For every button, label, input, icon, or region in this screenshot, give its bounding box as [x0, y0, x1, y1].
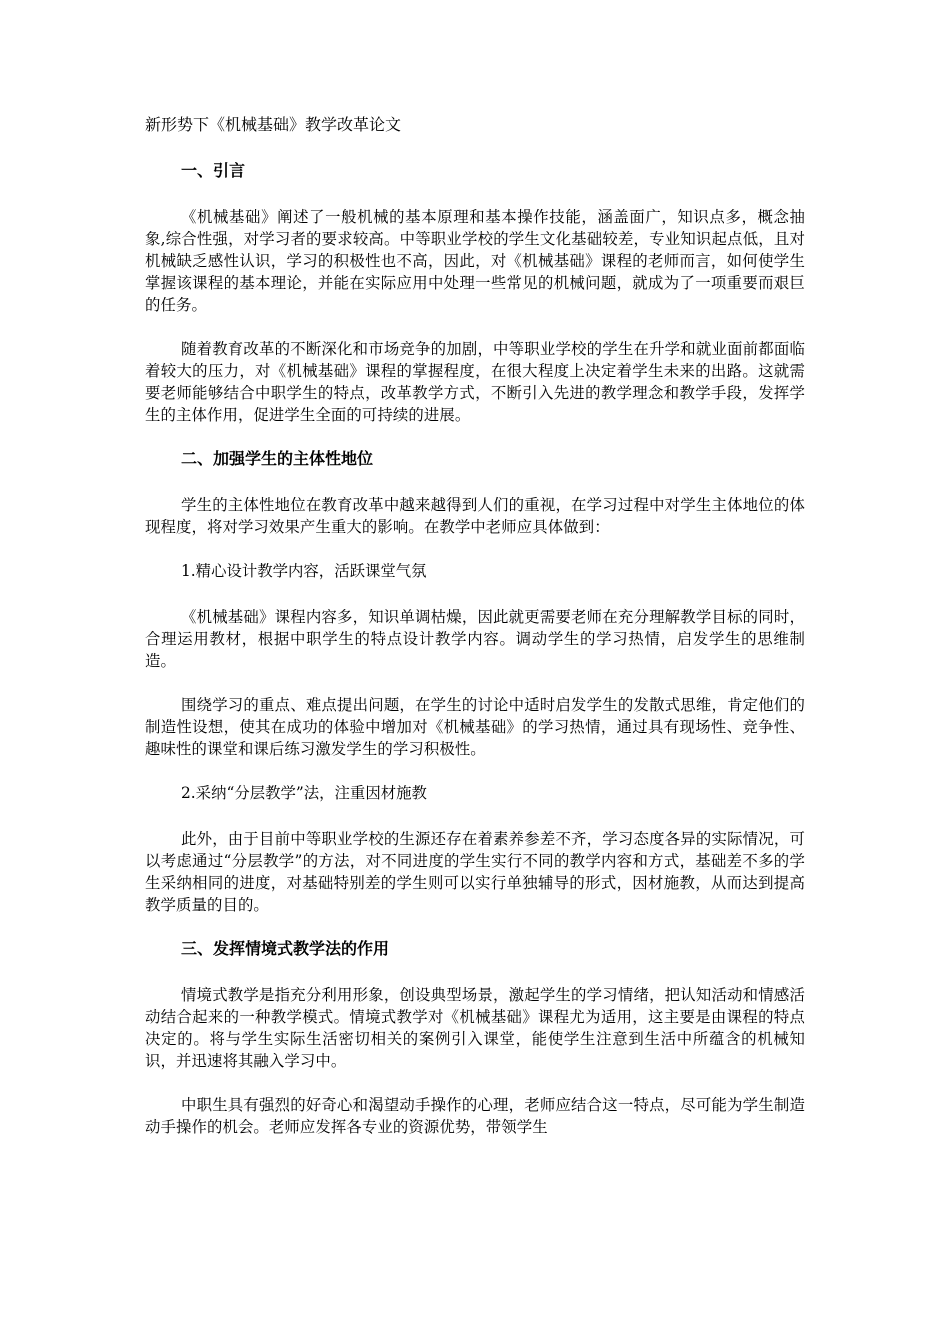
paragraph: 随着教育改革的不断深化和市场竞争的加剧，中等职业学校的学生在升学和就业面前都面临着较大的压力，对《机械基础》课程的掌握程度，在很大程度上决定着学生未来的出路。这就需要老师能够结合中职学生的特点，改革教学方式，不断引入先进的教学理念和教学手段，发挥学生的主体作用，促进学生全面的可持续的进展。 — [145, 340, 805, 424]
section-heading-student-subjectivity: 二、加强学生的主体性地位 — [181, 449, 374, 468]
section-heading-introduction: 一、引言 — [181, 161, 246, 180]
paragraph: 学生的主体性地位在教育改革中越来越得到人们的重视，在学习过程中对学生主体地位的体现程度，将对学习效果产生重大的影响。在教学中老师应具体做到： — [145, 496, 805, 536]
subsection-heading-teaching-content: 1.精心设计教学内容，活跃课堂气氛 — [181, 562, 427, 580]
paragraph: 此外，由于目前中等职业学校的生源还存在着素养参差不齐，学习态度各异的实际情况，可以考虑通过“分层教学”的方法，对不同进度的学生实行不同的教学内容和方式，基础差不多的学生采纳相同的进度，对基础特别差的学生则可以实行单独辅导的形式，因材施教，从而达到提高教学质量的目的。 — [145, 830, 805, 914]
paragraph: 中职生具有强烈的好奇心和渴望动手操作的心理，老师应结合这一特点，尽可能为学生制造动手操作的机会。老师应发挥各专业的资源优势，带领学生 — [145, 1096, 805, 1136]
paragraph: 情境式教学是指充分利用形象，创设典型场景，激起学生的学习情绪，把认知活动和情感活动结合起来的一种教学模式。情境式教学对《机械基础》课程尤为适用，这主要是由课程的特点决定的。将与学生实际生活密切相关的案例引入课堂，能使学生注意到生活中所蕴含的机械知识，并迅速将其融入学习中。 — [145, 986, 805, 1070]
section-heading-situational-teaching: 三、发挥情境式教学法的作用 — [181, 939, 390, 958]
document-title: 新形势下《机械基础》教学改革论文 — [145, 115, 402, 134]
paragraph: 围绕学习的重点、难点提出问题，在学生的讨论中适时启发学生的发散式思维，肯定他们的制造性设想，使其在成功的体验中增加对《机械基础》的学习热情，通过具有现场性、竞争性、趣味性的课堂和课后练习激发学生的学习积极性。 — [145, 696, 805, 758]
document-page — [145, 114, 805, 1160]
subsection-heading-layered-teaching: 2.采纳“分层教学”法，注重因材施教 — [181, 784, 427, 802]
paragraph: 《机械基础》课程内容多，知识单调枯燥，因此就更需要老师在充分理解教学目标的同时，合理运用教材，根据中职学生的特点设计教学内容。调动学生的学习热情，启发学生的思维制造。 — [145, 608, 805, 670]
paragraph: 《机械基础》阐述了一般机械的基本原理和基本操作技能，涵盖面广，知识点多，概念抽象,综合性强，对学习者的要求较高。中等职业学校的学生文化基础较差，专业知识起点低，且对机械缺乏感性认识，学习的积极性也不高，因此，对《机械基础》课程的老师而言，如何使学生掌握该课程的基本理论，并能在实际应用中处理一些常见的机械问题，就成为了一项重要而艰巨的任务。 — [145, 208, 805, 314]
